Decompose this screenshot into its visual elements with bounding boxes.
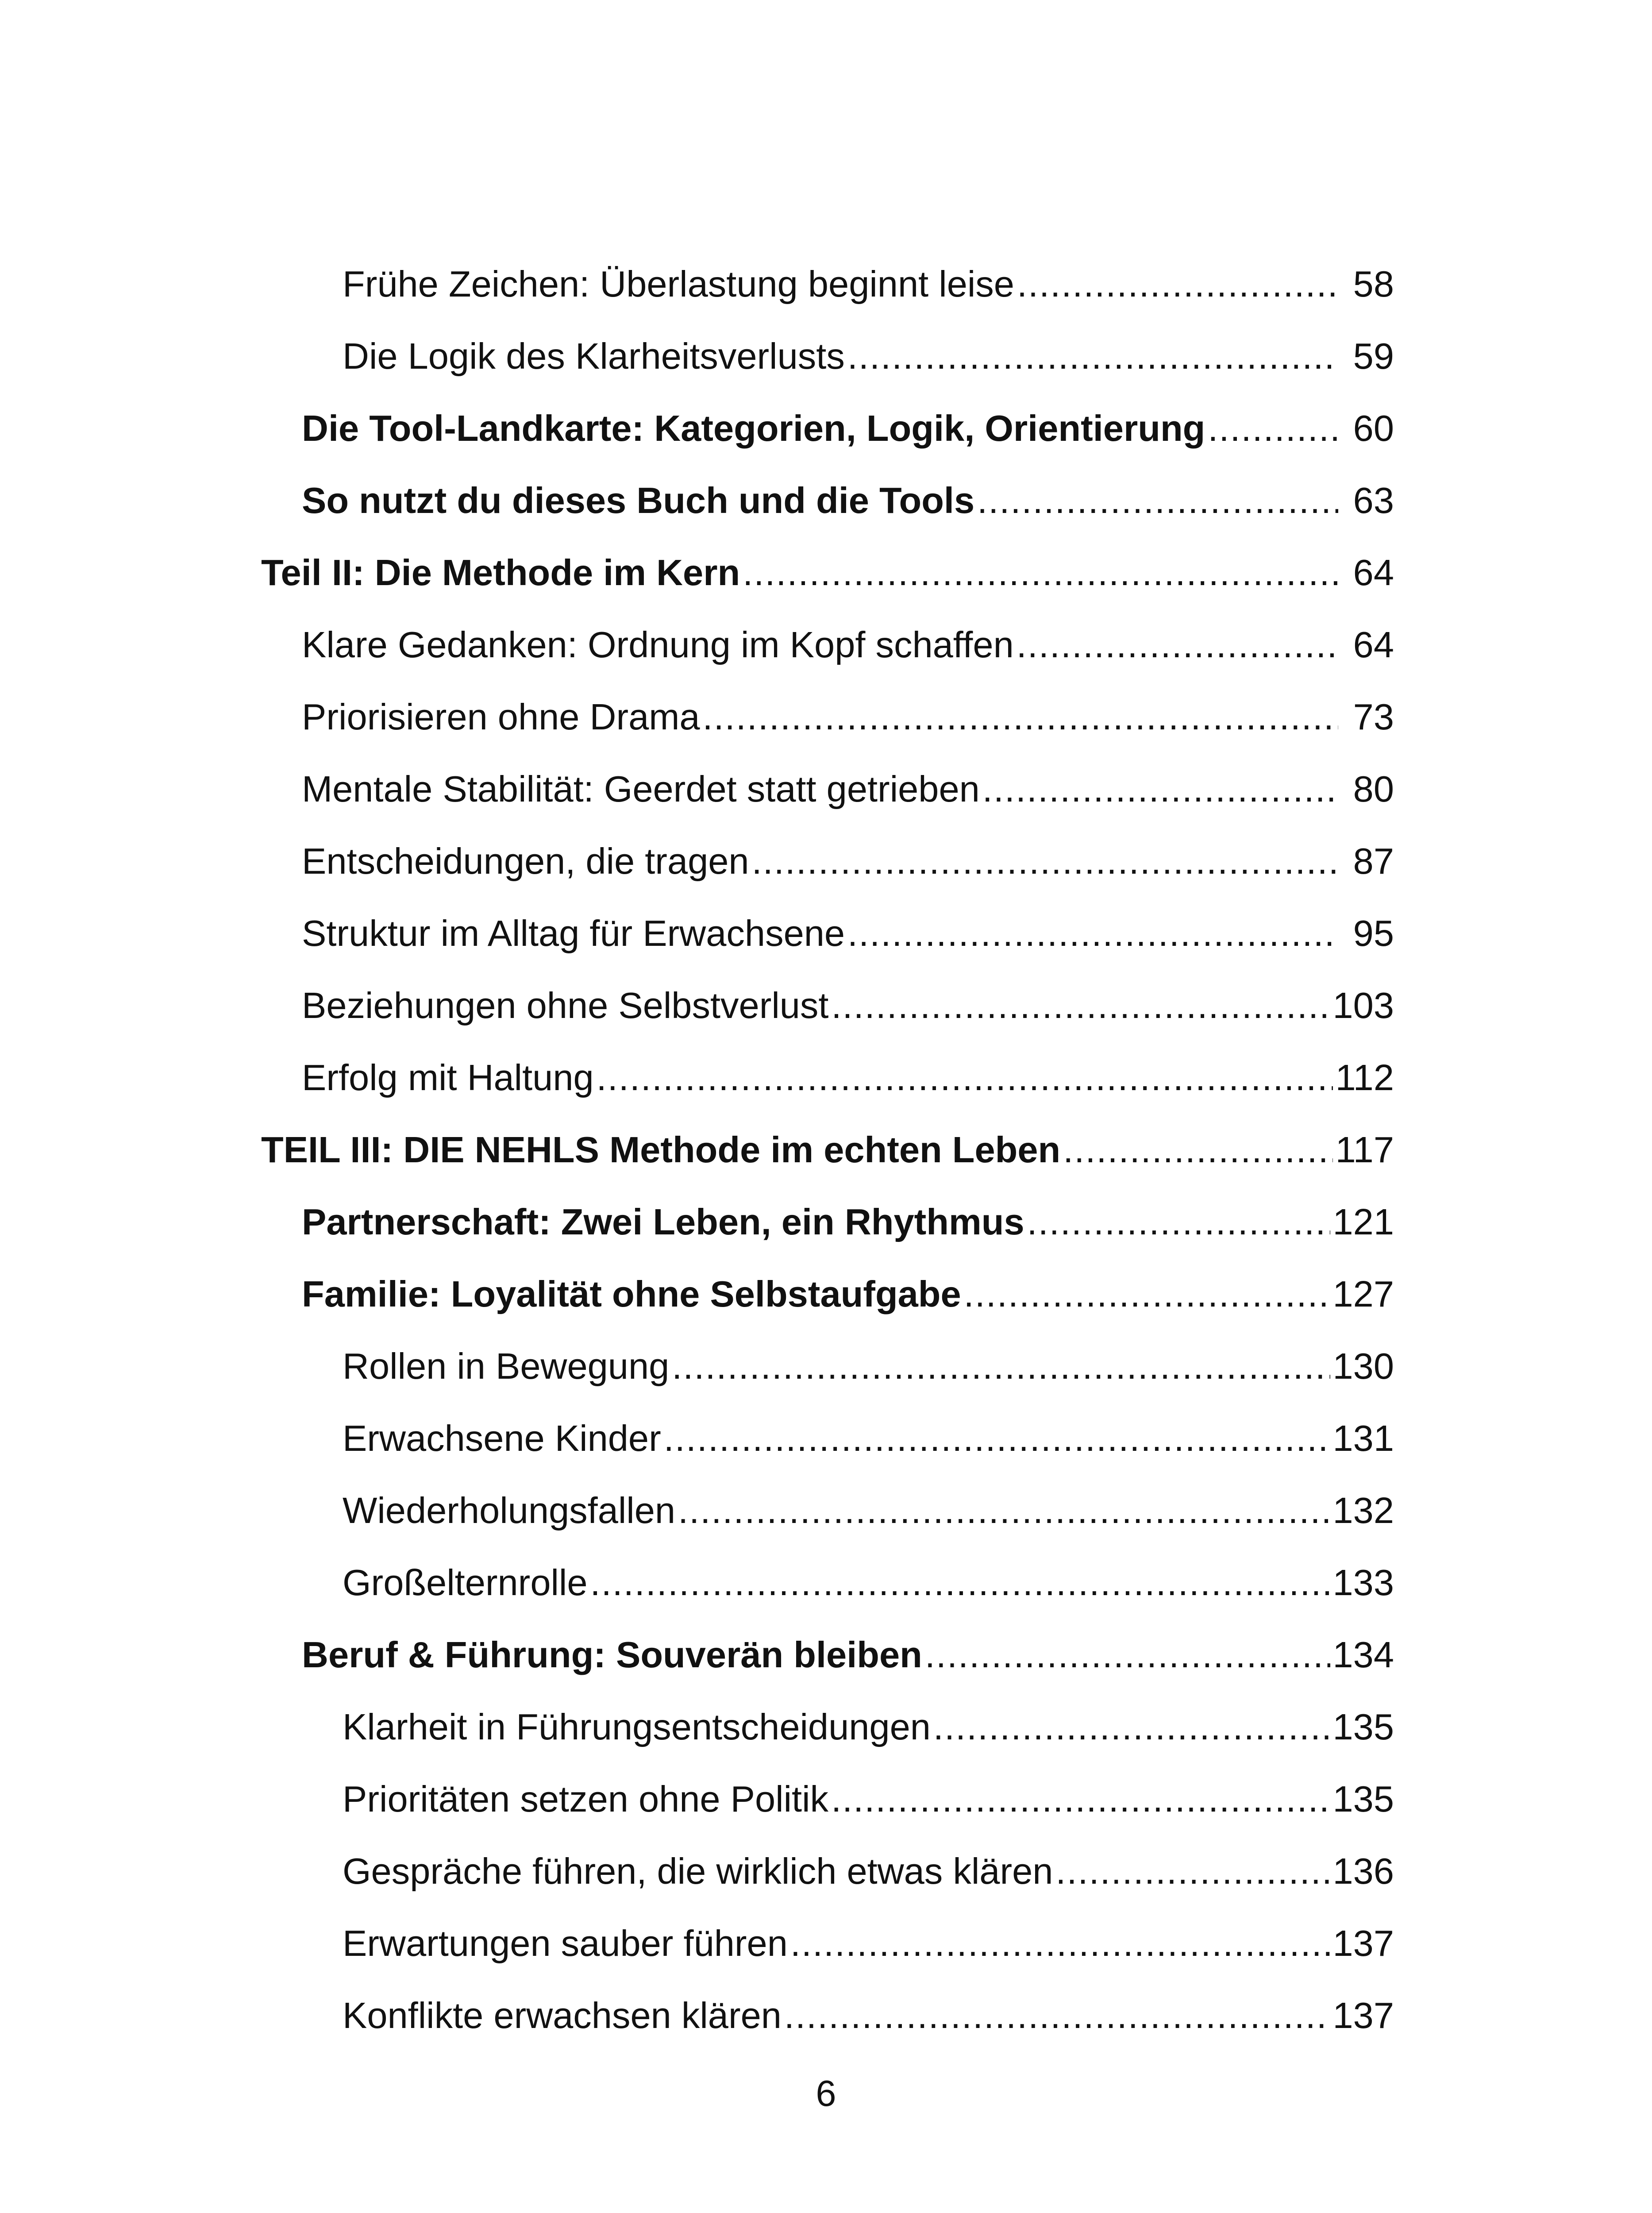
dot-leader	[982, 753, 1338, 825]
toc-entry-page: 130	[1332, 1346, 1394, 1387]
toc-entry-page: 60	[1353, 408, 1394, 449]
dot-leader	[847, 320, 1338, 392]
dot-leader	[590, 1546, 1330, 1619]
dot-leader	[1027, 1186, 1330, 1258]
toc-entry	[261, 1835, 1394, 1907]
toc-entry-title: Erwartungen sauber führen	[343, 1923, 788, 1964]
toc-entry-title: So nutzt du dieses Buch und die Tools	[302, 480, 975, 521]
toc-entry	[261, 1763, 1394, 1835]
dot-leader	[831, 1763, 1330, 1835]
toc-entry-title: Prioritäten setzen ohne Politik	[343, 1778, 829, 1820]
toc-entry	[261, 897, 1394, 969]
toc-entry	[261, 1474, 1394, 1546]
toc-entry-page: 117	[1335, 1129, 1394, 1170]
toc-entry-title: Teil II: Die Methode im Kern	[261, 552, 740, 593]
dot-leader	[1063, 1114, 1332, 1186]
dot-leader	[752, 825, 1338, 897]
toc-entry	[261, 1041, 1394, 1114]
toc-entry-page: 137	[1332, 1923, 1394, 1964]
toc-entry-title: Die Tool-Landkarte: Kategorien, Logik, Orientierung	[302, 408, 1205, 449]
dot-leader	[1017, 609, 1338, 681]
dot-leader	[703, 681, 1338, 753]
toc-entry-title: Konflikte erwachsen klären	[343, 1995, 782, 2036]
dot-leader	[597, 1041, 1333, 1114]
toc-entry-title: Familie: Loyalität ohne Selbstaufgabe	[302, 1273, 961, 1315]
toc-entry-title: Die Logik des Klarheitsverlusts	[343, 335, 845, 377]
toc-entry	[261, 464, 1394, 536]
dot-leader	[784, 1979, 1330, 2051]
toc-entry-title: Erfolg mit Haltung	[302, 1057, 594, 1098]
toc-entry-title: Mentale Stabilität: Geerdet statt getrieben	[302, 768, 980, 810]
dot-leader	[832, 969, 1330, 1041]
toc-entry-title: Erwachsene Kinder	[343, 1418, 661, 1459]
toc-entry	[261, 609, 1394, 681]
toc-entry-page: 63	[1353, 480, 1394, 521]
toc-entry-title: Partnerschaft: Zwei Leben, ein Rhythmus	[302, 1201, 1024, 1242]
toc-entry-title: TEIL III: DIE NEHLS Methode im echten Leben	[261, 1129, 1061, 1170]
toc-entry	[261, 1258, 1394, 1330]
toc-entry	[261, 248, 1394, 320]
toc-entry-title: Gespräche führen, die wirklich etwas klären	[343, 1851, 1053, 1892]
toc-entry-page: 80	[1353, 768, 1394, 810]
toc-entry-page: 95	[1353, 913, 1394, 954]
toc-entry-title: Beruf & Führung: Souverän bleiben	[302, 1634, 922, 1675]
dot-leader	[933, 1691, 1330, 1763]
toc-entry-page: 73	[1353, 696, 1394, 737]
toc-entry-page: 133	[1332, 1562, 1394, 1603]
toc-entry-title: Struktur im Alltag für Erwachsene	[302, 913, 845, 954]
toc-entry-page: 131	[1332, 1418, 1394, 1459]
dot-leader	[925, 1619, 1330, 1691]
toc-entry	[261, 969, 1394, 1041]
toc-entry-page: 136	[1332, 1851, 1394, 1892]
toc-entry-title: Großelternrolle	[343, 1562, 588, 1603]
toc-entry-page: 137	[1332, 1995, 1394, 2036]
toc-entry	[261, 1907, 1394, 1979]
toc-entry-title: Frühe Zeichen: Überlastung beginnt leise	[343, 263, 1014, 305]
dot-leader	[847, 897, 1338, 969]
toc-entry	[261, 320, 1394, 392]
table-of-contents	[261, 248, 1394, 2051]
toc-entry-page: 87	[1353, 840, 1394, 882]
toc-entry-title: Priorisieren ohne Drama	[302, 696, 700, 737]
dot-leader	[672, 1330, 1330, 1402]
page-number: 6	[816, 2073, 836, 2114]
toc-entry-title: Klare Gedanken: Ordnung im Kopf schaffen	[302, 624, 1014, 665]
toc-entry-title: Rollen in Bewegung	[343, 1346, 670, 1387]
toc-entry	[261, 536, 1394, 609]
toc-entry	[261, 681, 1394, 753]
toc-entry-page: 103	[1332, 985, 1394, 1026]
toc-entry	[261, 1186, 1394, 1258]
toc-entry-page: 134	[1332, 1634, 1394, 1675]
toc-entry-page: 58	[1353, 263, 1394, 305]
dot-leader	[1017, 248, 1338, 320]
toc-entry	[261, 1402, 1394, 1474]
dot-leader	[743, 536, 1338, 609]
dot-leader	[964, 1258, 1330, 1330]
toc-entry	[261, 1619, 1394, 1691]
toc-entry-title: Entscheidungen, die tragen	[302, 840, 749, 882]
toc-entry-title: Wiederholungsfallen	[343, 1490, 676, 1531]
toc-entry	[261, 392, 1394, 464]
dot-leader	[678, 1474, 1330, 1546]
toc-entry	[261, 1691, 1394, 1763]
toc-entry-page: 127	[1332, 1273, 1394, 1315]
toc-entry	[261, 1546, 1394, 1619]
toc-entry-page: 64	[1353, 552, 1394, 593]
toc-entry-page: 121	[1332, 1201, 1394, 1242]
toc-entry	[261, 1979, 1394, 2051]
toc-entry-page: 135	[1332, 1706, 1394, 1747]
toc-entry	[261, 1330, 1394, 1402]
toc-entry-title: Klarheit in Führungsentscheidungen	[343, 1706, 931, 1747]
toc-entry-page: 135	[1332, 1778, 1394, 1820]
toc-entry-page: 112	[1335, 1057, 1394, 1098]
dot-leader	[977, 464, 1338, 536]
dot-leader	[664, 1402, 1330, 1474]
dot-leader	[1208, 392, 1338, 464]
toc-entry-page: 64	[1353, 624, 1394, 665]
toc-entry-page: 59	[1353, 335, 1394, 377]
toc-entry	[261, 753, 1394, 825]
toc-entry-title: Beziehungen ohne Selbstverlust	[302, 985, 829, 1026]
toc-entry	[261, 825, 1394, 897]
dot-leader	[790, 1907, 1330, 1979]
toc-entry-page: 132	[1332, 1490, 1394, 1531]
dot-leader	[1055, 1835, 1330, 1907]
toc-entry	[261, 1114, 1394, 1186]
